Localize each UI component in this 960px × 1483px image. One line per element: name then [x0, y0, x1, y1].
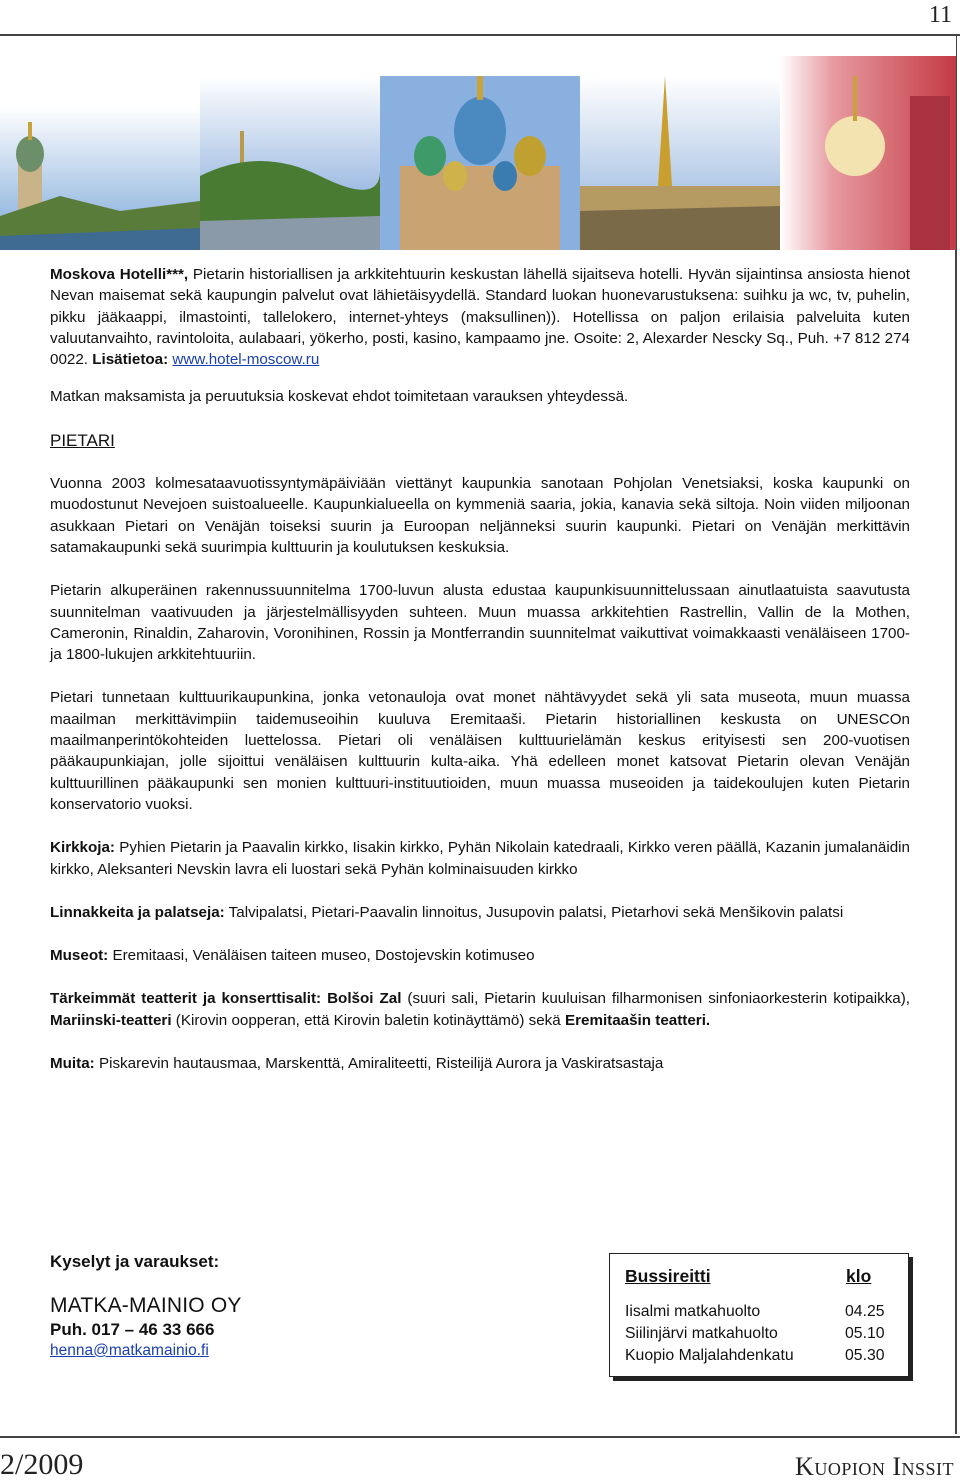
palaces-label: Linnakkeita ja palatseja: [50, 903, 225, 921]
contact-title: Kyselyt ja varaukset: [50, 1252, 220, 1271]
other-label: Muita: [50, 1055, 95, 1073]
other-paragraph [50, 1053, 910, 1074]
museums-list: Eremitaasi, Venäläisen taiteen museo, Dostojevskin kotimuseo [108, 947, 535, 965]
bus-stop-name: Kuopio Maljalahdenkatu [625, 1347, 794, 1364]
museums-paragraph [50, 945, 910, 966]
company-name: MATKA-MAINIO OY [50, 1294, 242, 1317]
footer-rule [0, 1436, 960, 1438]
contact-block [50, 1252, 470, 1360]
theatres-paragraph [50, 988, 910, 1031]
hotel-name: Moskova Hotelli***, [50, 266, 189, 283]
bolshoi-name: Bolšoi Zal [321, 990, 402, 1008]
bus-stop-name: Siilinjärvi matkahuolto [625, 1325, 778, 1342]
bus-time-header: klo [846, 1266, 872, 1286]
palaces-paragraph [50, 902, 910, 923]
pietari-paragraph-3: Pietari tunnetaan kulttuurikaupunkina, jonka vetonauloja ovat monet nähtävyydet sekä yli sata museota, muun muassa maailman merkittävimpiin taidemuseoihin kuuluva Eremitaaši. Pietarin historiallinen keskusta on UNESCOn maailmanperintökohteiden luettelossa. Pietari oli venäläisen kulttuurielämän keskus erityisesti sen 200-vuotisen pääkaupunkiajan, jolle sijoittui venäläisen kulttuurin kulta-aika. Yhä edelleen monet katsovat Pietarin olevan Venäjän kulttuurillinen pääkaupunki sen monien kulttuuri-instituutioiden, muun muassa museoiden ja taidekoulujen kuten Pietarin konservatorio vuoksi. [50, 689, 910, 813]
more-info-label: Lisätietoa: [92, 351, 169, 369]
hotel-description: Pietarin historiallisen ja arkkitehtuurin keskustan lähellä sijaitseva hotelli. Hyvän sijaintinsa ansiosta hienot Nevan maisemat sekä kaupungin palvelut ovat lähietäisyydellä. Standard luokan huonevarustuksena: suihku ja wc, tv, puhelin, pikku jääkaappi, ilmastointi, tallelokero, internet-yhteys (maksullinen)). Hotellissa on paljon erilaisia palveluita kuten valuutanvaihto, ravintoloita, aulabaari, yökerho, posti, kasino, kampaamo jne. Osoite: 2, Alexarder Nescky Sq., Puh. +7 812 274 0022. [50, 266, 910, 369]
eremitage-theatre-name: Eremitaašin teatteri. [564, 1011, 711, 1029]
churches-label: Kirkkoja: [50, 839, 115, 857]
bus-schedule-box [609, 1253, 909, 1377]
hotel-paragraph [50, 264, 910, 370]
mariinski-name: Mariinski-teatteri [50, 1011, 172, 1029]
churches-paragraph [50, 837, 910, 880]
bus-stop-time: 04.25 [845, 1303, 885, 1320]
theatres-label: Tärkeimmät teatterit ja konserttisalit: [50, 990, 322, 1008]
other-list: Piskarevin hautausmaa, Marskenttä, Amiraliteetti, Risteilijä Aurora ja Vaskiratsastaja [94, 1055, 664, 1073]
bus-stop-name: Iisalmi matkahuolto [625, 1303, 761, 1320]
main-content [50, 264, 910, 1074]
contact-phone: Puh. 017 – 46 33 666 [50, 1320, 215, 1339]
payment-note: Matkan maksamista ja peruutuksia koskevat ehdot toimitetaan varauksen yhteydessä. [50, 388, 629, 406]
churches-list: Pyhien Pietarin ja Paavalin kirkko, Iisakin kirkko, Pyhän Nikolain katedraali, Kirkko veren päällä, Kazanin jumalanäidin kirkko, Aleksanteri Nevskin lavra eli luostari sekä Pyhän kolminaisuuden kirkko [50, 839, 910, 878]
publication-name: Kuopion Inssit [795, 1452, 954, 1481]
pietari-paragraph-1: Vuonna 2003 kolmesataavuotissyntymäpäiviään viettänyt kaupunkia sanotaan Pohjolan Venetsiaksi, koska kaupunki on muodostunut Nevejoen suistoalueelle. Kaupunkialueella on kymmeniä saaria, jokia, kanavia sekä siltoja. Noin viiden miljoonan asukkaan Pietari on Venäjän toiseksi suurin ja Euroopan neljänneksi suurin kaupunki. Pietari on Venäjän merkittävin satamakaupunki sekä suurimpia kulttuurin ja koulutuksen keskuksia. [50, 475, 910, 556]
bus-stop-time: 05.10 [845, 1325, 885, 1342]
bus-route-header: Bussireitti [625, 1266, 711, 1286]
pietari-paragraph-2: Pietarin alkuperäinen rakennussuunnitelma 1700-luvun alusta edustaa kaupunkisuunnittelussaan ainutlaatuista saavutusta suunnitelman vaativuuden ja järjestelmällisyyden suhteen. Muun muassa arkkitehtien Rastrellin, Vallin de la Mothen, Cameronin, Rinaldin, Zaharovin, Voronihinen, Rossin ja Montferrandin suunnitelmat vaikuttivat voimakkaasti venäläiseen 1700- ja 1800-lukujen arkkitehtuuriin. [50, 582, 910, 664]
bus-stop-time: 05.30 [845, 1347, 885, 1364]
photo-banner [0, 36, 956, 250]
museums-label: Museot: [50, 947, 109, 965]
section-heading-pietari: PIETARI [50, 430, 115, 450]
theatres-text-2: (Kirovin oopperan, että Kirovin baletin kotinäyttämö) sekä [171, 1011, 565, 1029]
issue-number: 2/2009 [0, 1448, 84, 1481]
palaces-list: Talvipalatsi, Pietari-Paavalin linnoitus, Jusupovin palatsi, Pietarhovi sekä Menšikovin palatsi [224, 903, 844, 921]
contact-email-link[interactable]: henna@matkamainio.fi [50, 1342, 209, 1359]
page-number: 11 [928, 2, 952, 28]
theatres-text-1: (suuri sali, Pietarin kuuluisan filharmonisen sinfoniaorkesterin kotipaikka), [401, 990, 911, 1008]
hotel-website-link[interactable]: www.hotel-moscow.ru [172, 351, 320, 369]
